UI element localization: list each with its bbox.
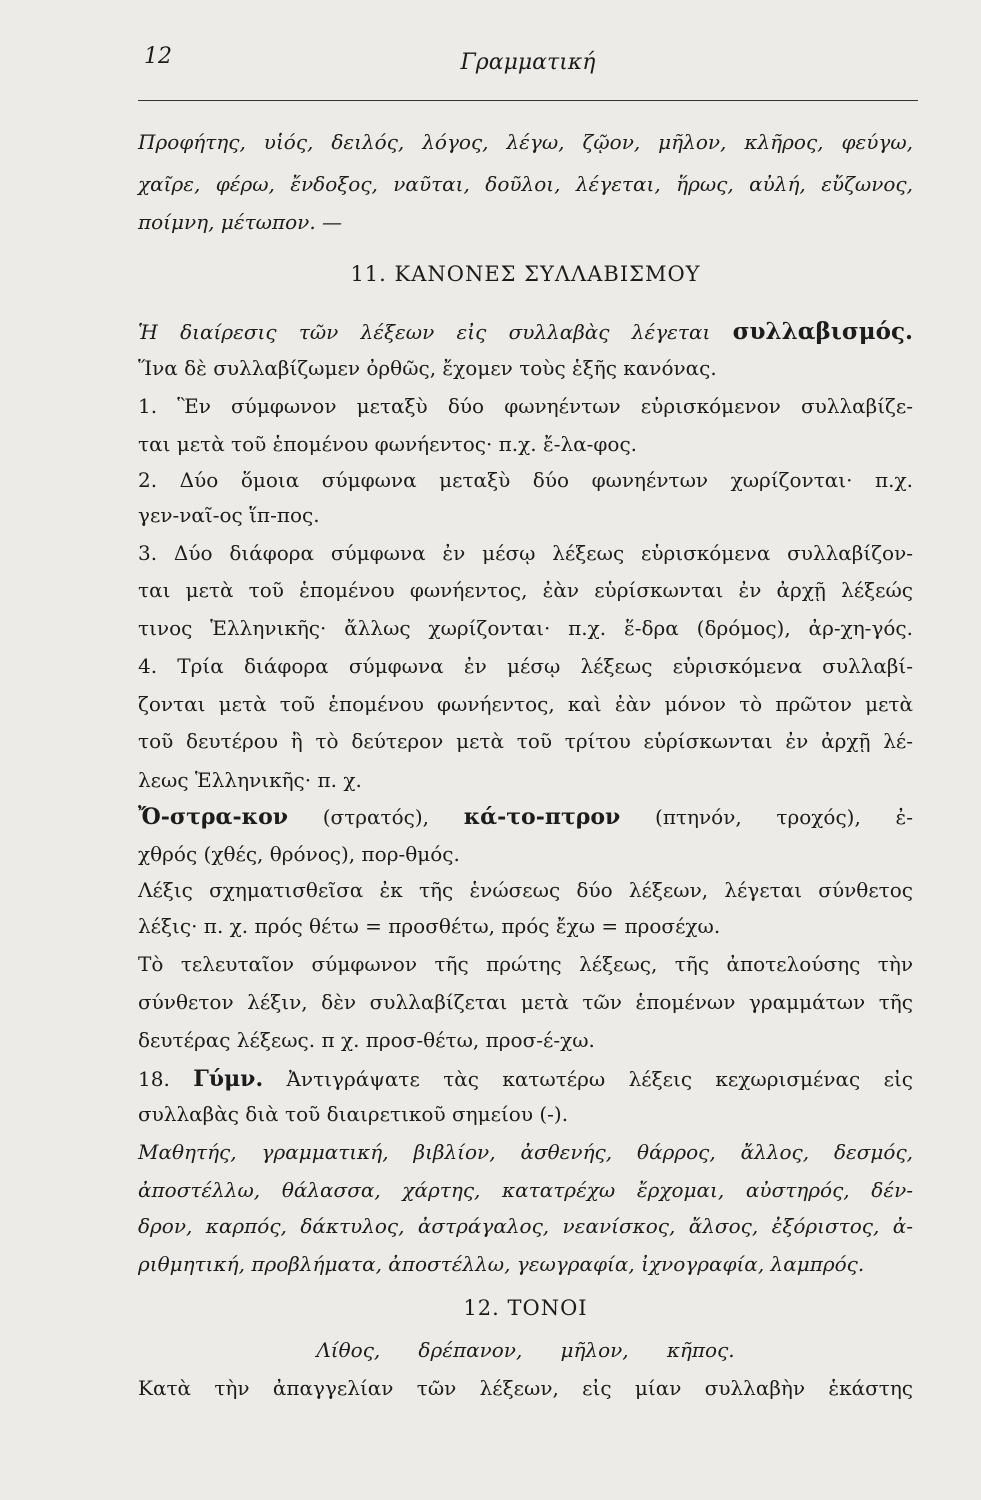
paragraph-line: σύνθετον λέξιν, δὲν συλλαβίζεται μετὰ τῶν ἑπομένων γραμμάτων τῆς [138,990,913,1014]
rule-line: τοῦ δευτέρου ἢ τὸ δεύτερον μετὰ τοῦ τρίτου εὑρίσκωνται ἐν ἀρχῇ λέ- [138,729,913,753]
paragraph-line: λέξις· π. χ. πρός θέτω = προσθέτω, πρός ἔχω = προσέχω. [138,914,721,938]
text-span: (πτηνόν, τροχός), ἐ- [620,805,913,829]
exercise-line: χαῖρε, φέρω, ἔνδοξος, ναῦται, δοῦλοι, λέγεται, ἥρως, αὐλή, εὔζωνος, [138,172,913,196]
rule-line: 4. Τρία διάφορα σύμφωνα ἐν μέσῳ λέξεως εὑρισκόμενα συλλαβί- [138,654,913,678]
rule-line: ται μετὰ τοῦ ἑπομένου φωνήεντος, ἐὰν εὑρίσκωνται ἐν ἀρχῇ λέξεώς [138,578,913,602]
exercise-label: Γύμν. [193,1066,264,1092]
rule-line: 2. Δύο ὅμοια σύμφωνα μεταξὺ δύο φωνηέντων χωρίζονται· π.χ. [138,468,913,492]
exercise-line: Μαθητής, γραμματική, βιβλίον, ἀσθενής, θάρρος, ἄλλος, δεσμός, [138,1140,913,1164]
paragraph-line: Κατὰ τὴν ἀπαγγελίαν τῶν λέξεων, εἰς μίαν συλλαβὴν ἑκάστης [138,1376,913,1400]
paragraph-line [138,318,913,345]
exercise-instruction [138,1066,913,1092]
text-span: Ἀντιγράψατε τὰς κατωτέρω λέξεις κεχωρισμένας εἰς [263,1067,913,1091]
rule-line: γεν-ναῖ-ος ἵπ-πος. [138,503,320,527]
example-bold-2: κά-το-πτρον [463,804,621,830]
exercise-line: ριθμητική, προβλήματα, ἀποστέλλω, γεωγραφία, ἰχνογραφία, λαμπρός. [138,1252,865,1276]
exercise-line: ἀποστέλλω, θάλασσα, χάρτης, κατατρέχω ἔρχομαι, αὐστηρός, δέν- [138,1178,913,1202]
paragraph-line: Λέξις σχηματισθεῖσα ἐκ τῆς ἑνώσεως δύο λέξεων, λέγεται σύνθετος [138,878,913,902]
paragraph-line: Ἵνα δὲ συλλαβίζωμεν ὀρθῶς, ἔχομεν τοὺς ἑξῆς κανόνας. [138,356,717,380]
exercise-number: 18. [138,1067,194,1091]
page-number: 12 [144,44,172,69]
rule-line: τινος Ἑλληνικῆς· ἄλλως χωρίζονται· π.χ. ἕ-δρα (δρόμος), ἀρ-χη-γός. [138,616,913,640]
example-words: Λίθος, δρέπανον, μῆλον, κῆπος. [316,1338,735,1362]
rule-line: 3. Δύο διάφορα σύμφωνα ἐν μέσῳ λέξεως εὑρισκόμενα συλλαβίζον- [138,541,913,565]
exercise-line: ποίμνη, μέτωπον. — [138,210,343,234]
term-bold: συλλαβισμός. [732,318,913,345]
paragraph-line: δευτέρας λέξεως. π χ. προσ-θέτω, προσ-έ-χω. [138,1028,595,1052]
text-span: (στρατός), [288,805,464,829]
running-title: Γραμματική [460,50,596,75]
paragraph-line: Τὸ τελευταῖον σύμφωνον τῆς πρώτης λέξεως, τῆς ἀποτελούσης τὴν [138,952,913,976]
rule-line: ζονται μετὰ τοῦ ἑπομένου φωνήεντος, καὶ ἐὰν μόνον τὸ πρῶτον μετὰ [138,692,913,716]
exercise-line: Προφήτης, υἱός, δειλός, λόγος, λέγω, ζῷον, μῆλον, κλῆρος, φεύγω, [138,130,913,154]
rule-line: λεως Ἑλληνικῆς· π. χ. [138,768,362,792]
text-span: Ἡ διαίρεσις τῶν λέξεων εἰς συλλαβὰς λέγεται [138,320,733,344]
rule-line: 1. Ἓν σύμφωνον μεταξὺ δύο φωνηέντων εὑρισκόμενον συλλαβίζε- [138,394,913,418]
example-line [138,804,913,830]
example-bold-1: Ὄ-στρα-κον [138,804,289,830]
section-heading: 12. ΤΟΝΟΙ [463,1296,588,1320]
exercise-line: δρον, καρπός, δάκτυλος, ἀστράγαλος, νεανίσκος, ἄλσος, ἐξόριστος, ἀ- [138,1214,913,1238]
header-rule [138,100,918,101]
section-heading: 11. ΚΑΝΟΝΕΣ ΣΥΛΛΑΒΙΣΜΟΥ [350,262,701,286]
rule-line: ται μετὰ τοῦ ἑπομένου φωνήεντος· π.χ. ἔ-λα-φος. [138,432,638,456]
example-line: χθρός (χθές, θρόνος), πορ-θμός. [138,842,460,866]
exercise-instruction: συλλαβὰς διὰ τοῦ διαιρετικοῦ σημείου (-). [138,1102,569,1126]
page-header [138,44,918,84]
